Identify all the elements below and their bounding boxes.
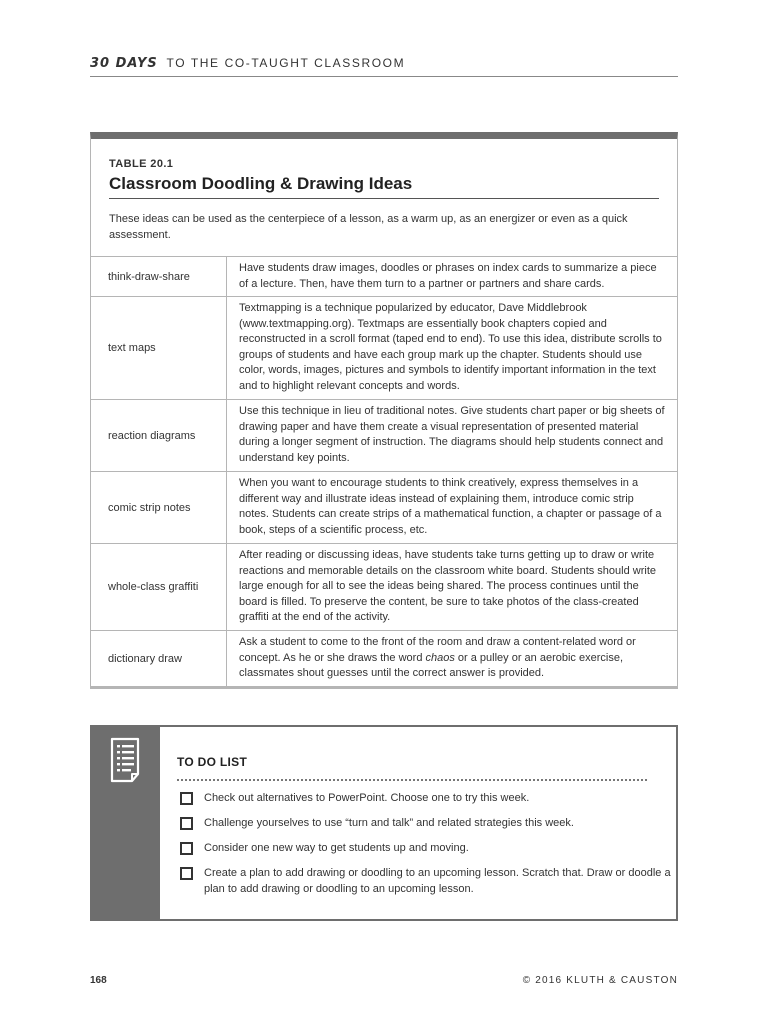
checklist-icon: [108, 736, 144, 784]
todo-sidebar: [92, 727, 160, 919]
desc-text: or a pulley or an aerobic exercise, classmates shout guesses until the correct answer is provided.: [239, 651, 624, 679]
table-label: TABLE 20.1: [109, 158, 174, 170]
todo-item-text: Create a plan to add drawing or doodling to an upcoming lesson. Scratch that. Draw or doodle a plan to add drawing or doodling to an upcoming lesson.: [204, 867, 671, 895]
todo-item: [177, 815, 676, 831]
todo-item-text: Consider one new way to get students up and moving.: [204, 842, 469, 854]
table-title: Classroom Doodling & Drawing Ideas: [109, 174, 659, 199]
copyright: © 2016 KLUTH & CAUSTON: [522, 975, 678, 986]
todo-item: [177, 865, 676, 897]
idea-name: whole-class graffiti: [91, 544, 227, 630]
desc-text: Ask a student to come to the front of the room and draw a content-related word or concept. As he or she draws the word: [239, 636, 636, 664]
book-title: TO THE CO-TAUGHT CLASSROOM: [166, 56, 406, 70]
table-header: [91, 139, 677, 256]
running-head: [90, 56, 678, 71]
idea-description: When you want to encourage students to think creatively, express themselves in a different way and illustrate ideas instead of explaining them, introduce comic strip notes. Students can create strips of a mathematical function, a chapter or passage of a book, steps of a scientific process, etc.: [239, 477, 662, 536]
ideas-table: [90, 132, 678, 689]
checkbox[interactable]: [180, 817, 193, 830]
table-row: [91, 630, 677, 686]
idea-name: text maps: [91, 297, 227, 399]
todo-content: [160, 727, 676, 919]
idea-description: Have students draw images, doodles or phrases on index cards to summarize a piece of a lecture. Then, have them turn to a partner or partners and share cards.: [239, 262, 657, 290]
checkbox[interactable]: [180, 792, 193, 805]
table-row: [91, 471, 677, 543]
idea-description: Use this technique in lieu of traditional notes. Give students chart paper or big sheets of drawing paper and have them create a visual representation of presented material during a longer segment of instruction. The diagrams should help students connect and understand key points.: [239, 405, 665, 464]
todo-item-text: Challenge yourselves to use “turn and talk” and related strategies this week.: [204, 817, 574, 829]
table-intro: These ideas can be used as the centerpiece of a lesson, as a warm up, as an energizer or even as a quick assessment.: [109, 213, 628, 241]
todo-item: [177, 840, 676, 856]
dotted-divider: [177, 779, 647, 781]
idea-description: [227, 631, 677, 686]
todo-item-text: Check out alternatives to PowerPoint. Choose one to try this week.: [204, 792, 530, 804]
todo-box: [90, 725, 678, 921]
table-row: [91, 399, 677, 471]
table-row: [91, 543, 677, 630]
todo-item: [177, 790, 676, 806]
checkbox[interactable]: [180, 867, 193, 880]
desc-emphasis: chaos: [425, 651, 455, 664]
checkbox[interactable]: [180, 842, 193, 855]
todo-title: TO DO LIST: [177, 755, 248, 769]
idea-name: dictionary draw: [91, 631, 227, 686]
idea-name: think-draw-share: [91, 257, 227, 296]
idea-name: comic strip notes: [91, 472, 227, 543]
page-number: 168: [90, 975, 107, 986]
table-row: [91, 256, 677, 296]
book-brand: 30 DAYS: [90, 56, 158, 71]
idea-description: Textmapping is a technique popularized by educator, Dave Middlebrook (www.textmapping.org). Textmaps are essentially book chapters copied and reconstructed in a scroll format (taped end to end). To use this idea, distribute scrolls to groups of students and have each group mark up the chapter. Students should use color, words, images, pictures and symbols to identify important information in the text and to highlight relevant concepts and words.: [239, 302, 662, 392]
table-row: [91, 296, 677, 399]
header-rule: [90, 76, 678, 77]
idea-description: After reading or discussing ideas, have students take turns getting up to draw or write reactions and memorable details on the classroom white board. Students should write large enough for all to see the ideas being shared. The process continues until the board is filled. To preserve the content, be sure to take photos of the class-created graffiti at the end of the activity.: [239, 549, 657, 623]
idea-name: reaction diagrams: [91, 400, 227, 471]
